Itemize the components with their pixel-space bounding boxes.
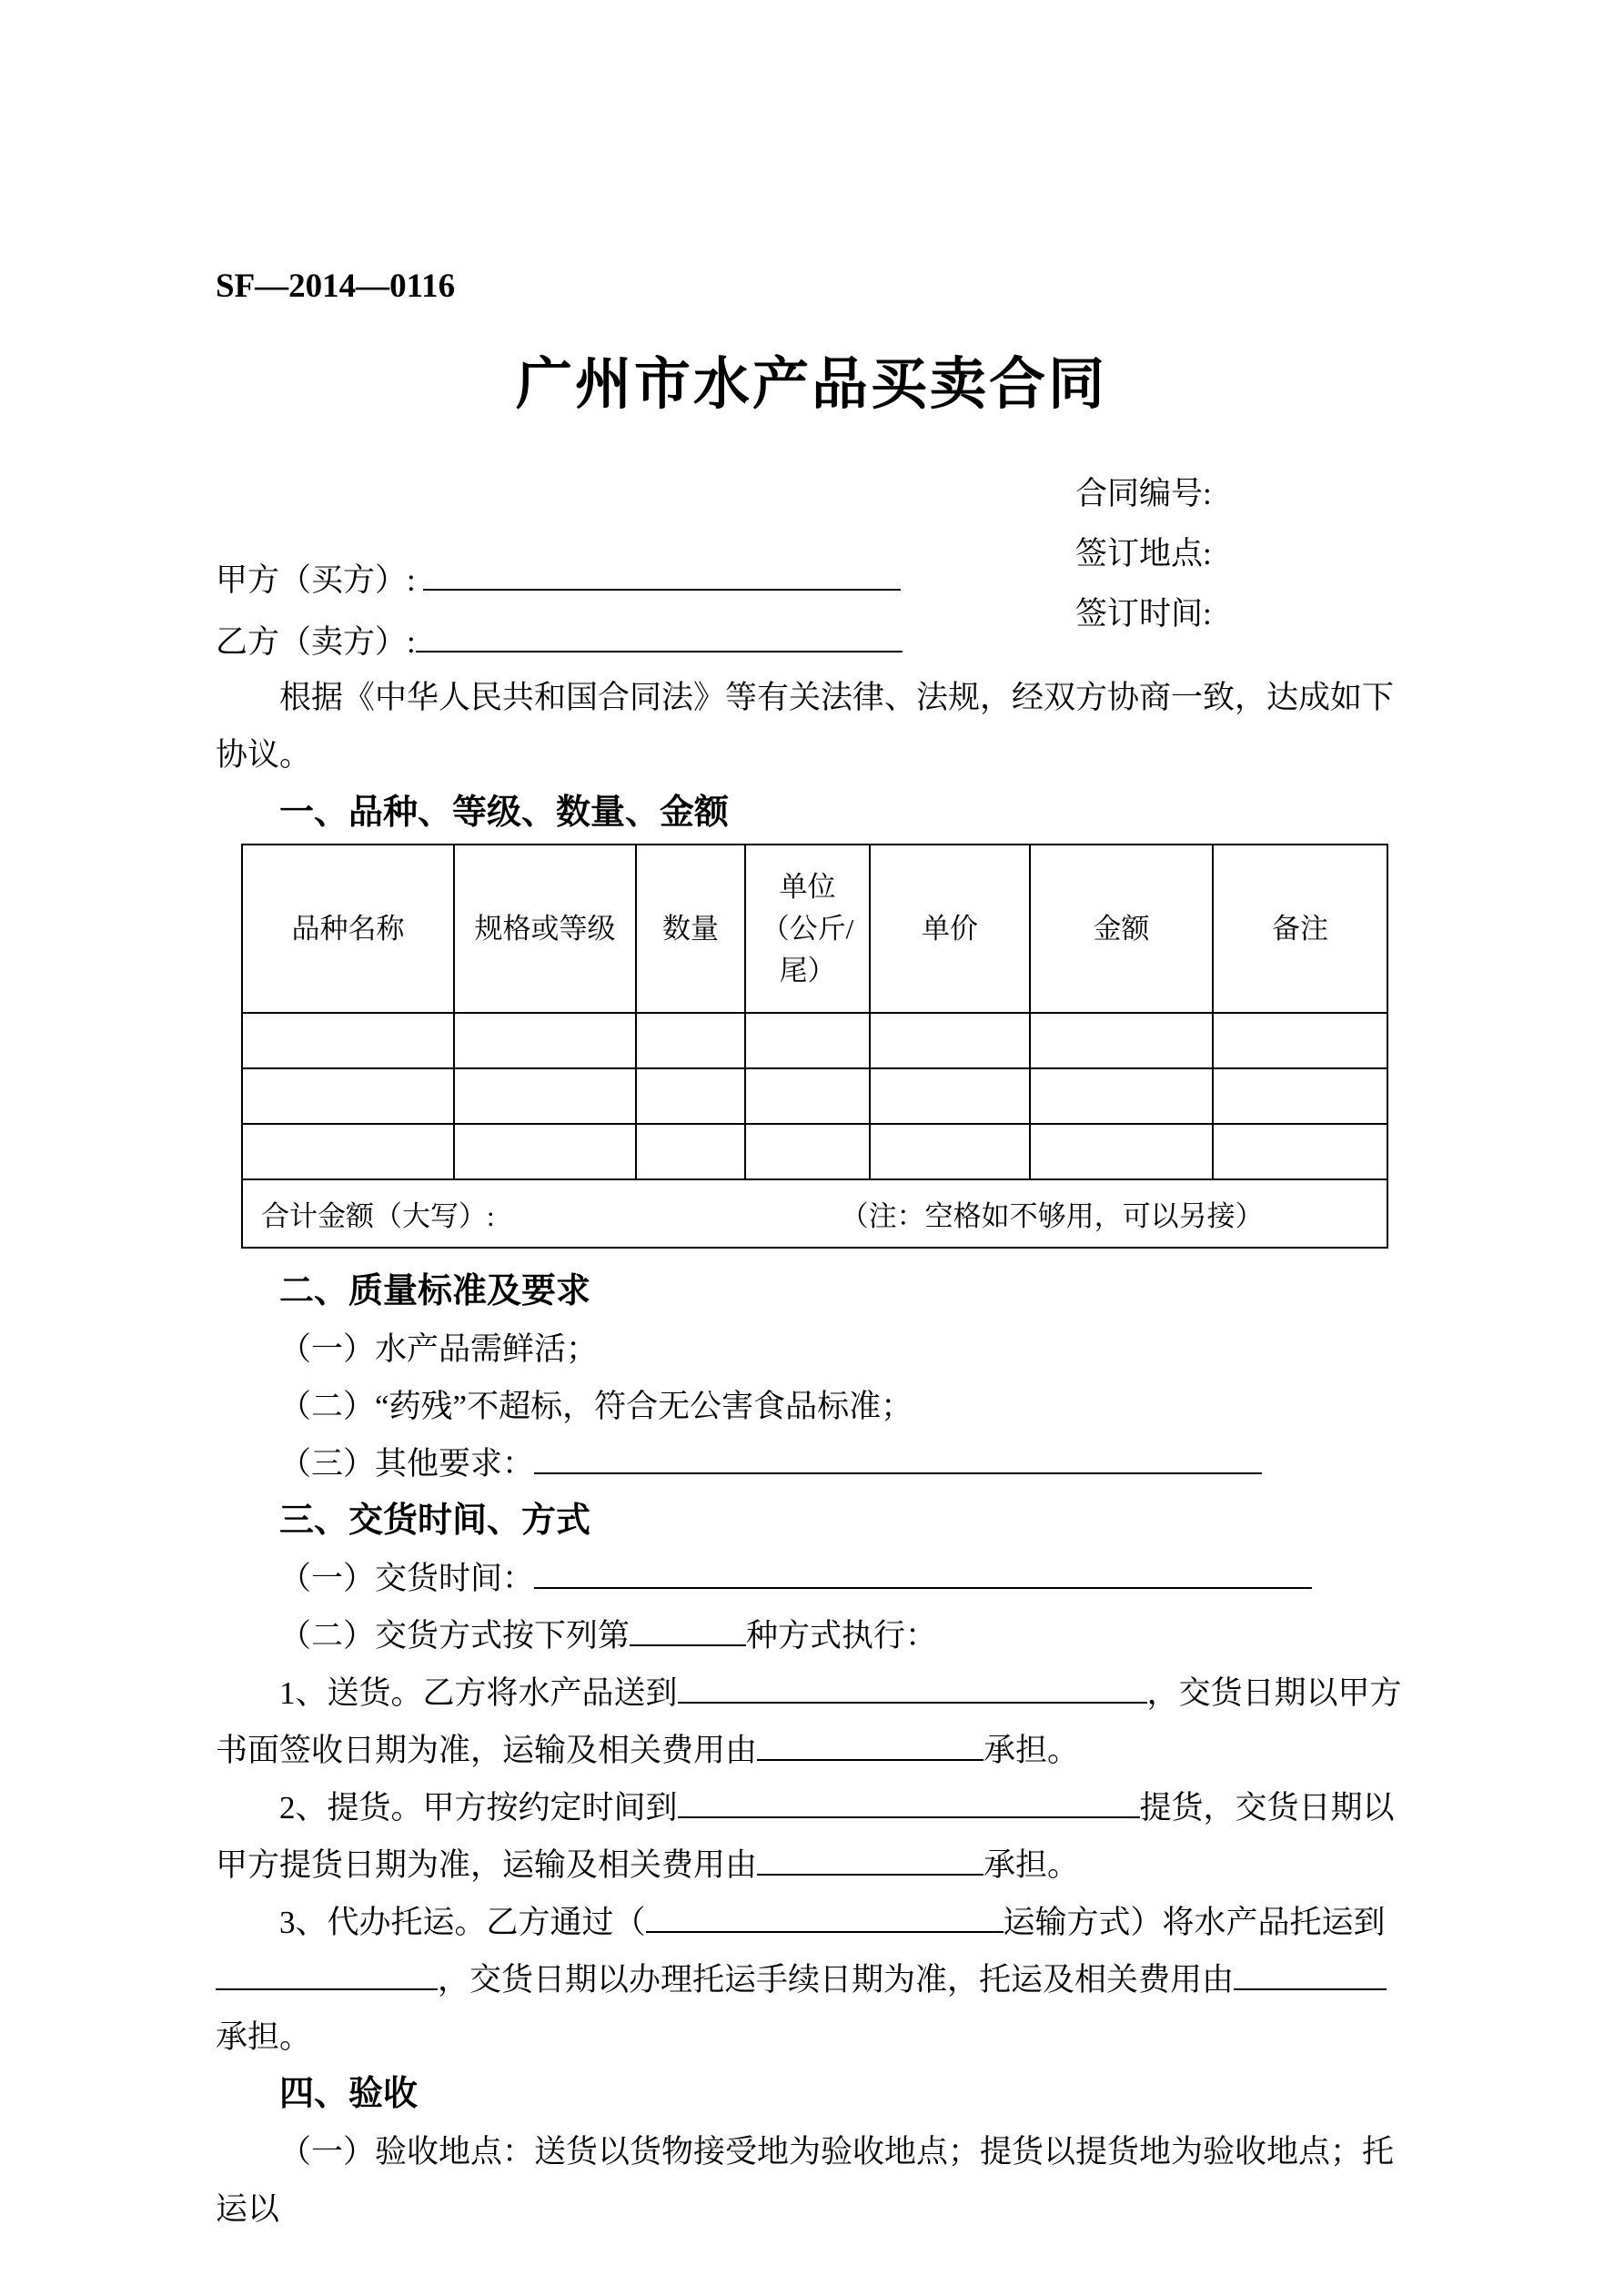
table-row bbox=[242, 1124, 1387, 1179]
table-cell-empty bbox=[1213, 1013, 1387, 1068]
table-cell-empty bbox=[870, 1013, 1030, 1068]
table-cell-empty bbox=[870, 1068, 1030, 1124]
col-header-unit: 单位 （公斤/ 尾） bbox=[745, 845, 870, 1013]
delivery-time-item: （一）交货时间： bbox=[216, 1550, 1407, 1607]
blank-transport-mode bbox=[646, 1926, 1004, 1933]
delivery-method-2: 2、提货。甲方按约定时间到 提货，交货日期以甲方提货日期为准，运输及相关费用由 承担。 bbox=[216, 1790, 1395, 1883]
quality-item-3: （三）其他要求： bbox=[216, 1435, 1407, 1492]
table-row bbox=[242, 1068, 1387, 1124]
section2-heading: 二、质量标准及要求 bbox=[279, 1272, 591, 1310]
table-cell-empty bbox=[1213, 1068, 1387, 1124]
blank-consign-destination bbox=[216, 1983, 438, 1990]
table-note: （注：空格如不够用，可以另接） bbox=[840, 1200, 1264, 1232]
col-header-price: 单价 bbox=[870, 845, 1030, 1013]
table-cell-empty bbox=[870, 1124, 1030, 1179]
delivery-method-1: 1、送货。乙方将水产品送到 ，交货日期以甲方书面签收日期为准，运输及相关费用由 承担。 bbox=[216, 1675, 1402, 1768]
table-cell-empty bbox=[636, 1124, 745, 1179]
party-b-row bbox=[216, 617, 903, 663]
col-header-spec: 规格或等级 bbox=[454, 845, 636, 1013]
party-b-label: 乙方（卖方）: bbox=[216, 624, 416, 660]
table-cell-empty bbox=[636, 1068, 745, 1124]
quality-item-1: （一）水产品需鲜活； bbox=[279, 1331, 599, 1367]
table-cell-empty bbox=[1030, 1068, 1213, 1124]
inspection-item-1: （一）验收地点：送货以货物接受地为验收地点；提货以提货地为验收地点；托运以 bbox=[216, 2134, 1395, 2227]
delivery-method-item: （二）交货方式按下列第 种方式执行： bbox=[279, 1618, 938, 1654]
sign-place-label: 签订地点: bbox=[1075, 536, 1212, 571]
intro-paragraph: 根据《中华人民共和国合同法》等有关法律、法规，经双方协商一致，达成如下协议。 bbox=[216, 680, 1395, 773]
table-header-row bbox=[242, 845, 1387, 1013]
table-cell-empty bbox=[636, 1013, 745, 1068]
table-cell-empty bbox=[1213, 1124, 1387, 1179]
section3-heading: 三、交货时间、方式 bbox=[279, 1502, 591, 1540]
table-cell-empty bbox=[745, 1068, 870, 1124]
table-cell-empty bbox=[454, 1068, 636, 1124]
total-amount-label: 合计金额（大写）: bbox=[261, 1200, 495, 1232]
table-cell-empty bbox=[242, 1124, 454, 1179]
table-cell-empty bbox=[745, 1013, 870, 1068]
blank-pickup-cost-bearer bbox=[757, 1868, 983, 1876]
blank-delivery-address bbox=[678, 1696, 1147, 1704]
blank-consign-cost-bearer bbox=[1234, 1983, 1387, 1990]
table-cell-empty bbox=[745, 1124, 870, 1179]
table-cell-empty bbox=[242, 1068, 454, 1124]
blank-delivery-cost-bearer bbox=[757, 1754, 983, 1761]
table-cell-empty bbox=[454, 1124, 636, 1179]
table-cell-empty bbox=[454, 1013, 636, 1068]
sign-time-label: 签订时间: bbox=[1075, 596, 1212, 632]
table-row bbox=[242, 1013, 1387, 1068]
col-header-remark: 备注 bbox=[1213, 845, 1387, 1013]
blank-delivery-time bbox=[534, 1582, 1312, 1589]
goods-table bbox=[241, 844, 1388, 1249]
contract-meta bbox=[1075, 473, 1212, 653]
blank-other-requirements bbox=[534, 1467, 1262, 1474]
blank-party-b bbox=[416, 645, 903, 652]
contract-header bbox=[216, 473, 1407, 669]
party-a-label: 甲方（买方）: bbox=[216, 562, 416, 598]
blank-party-a bbox=[423, 583, 901, 591]
section4-heading: 四、验收 bbox=[279, 2075, 419, 2113]
table-cell-empty bbox=[242, 1013, 454, 1068]
blank-method-number bbox=[630, 1639, 746, 1646]
doc-code: SF—2014—0116 bbox=[216, 268, 456, 305]
table-cell-empty bbox=[1030, 1013, 1213, 1068]
col-header-qty: 数量 bbox=[636, 845, 745, 1013]
delivery-method-3: 3、代办托运。乙方通过（ 运输方式）将水产品托运到，交货日期以办理托运手续日期为准，托运及相关费用由承担。 bbox=[216, 1905, 1386, 2055]
doc-title: 广州市水产品买卖合同 bbox=[515, 353, 1107, 416]
section1-heading: 一、品种、等级、数量、金额 bbox=[279, 794, 730, 832]
contract-no-label: 合同编号: bbox=[1075, 476, 1212, 511]
quality-item-2: （二）“药残”不超标，符合无公害食品标准； bbox=[279, 1389, 913, 1424]
party-a-row bbox=[216, 555, 901, 601]
table-total-row bbox=[242, 1179, 1387, 1248]
col-header-name: 品种名称 bbox=[242, 845, 454, 1013]
blank-pickup-address bbox=[678, 1811, 1140, 1818]
col-header-amount: 金额 bbox=[1030, 845, 1213, 1013]
table-cell-empty bbox=[1030, 1124, 1213, 1179]
